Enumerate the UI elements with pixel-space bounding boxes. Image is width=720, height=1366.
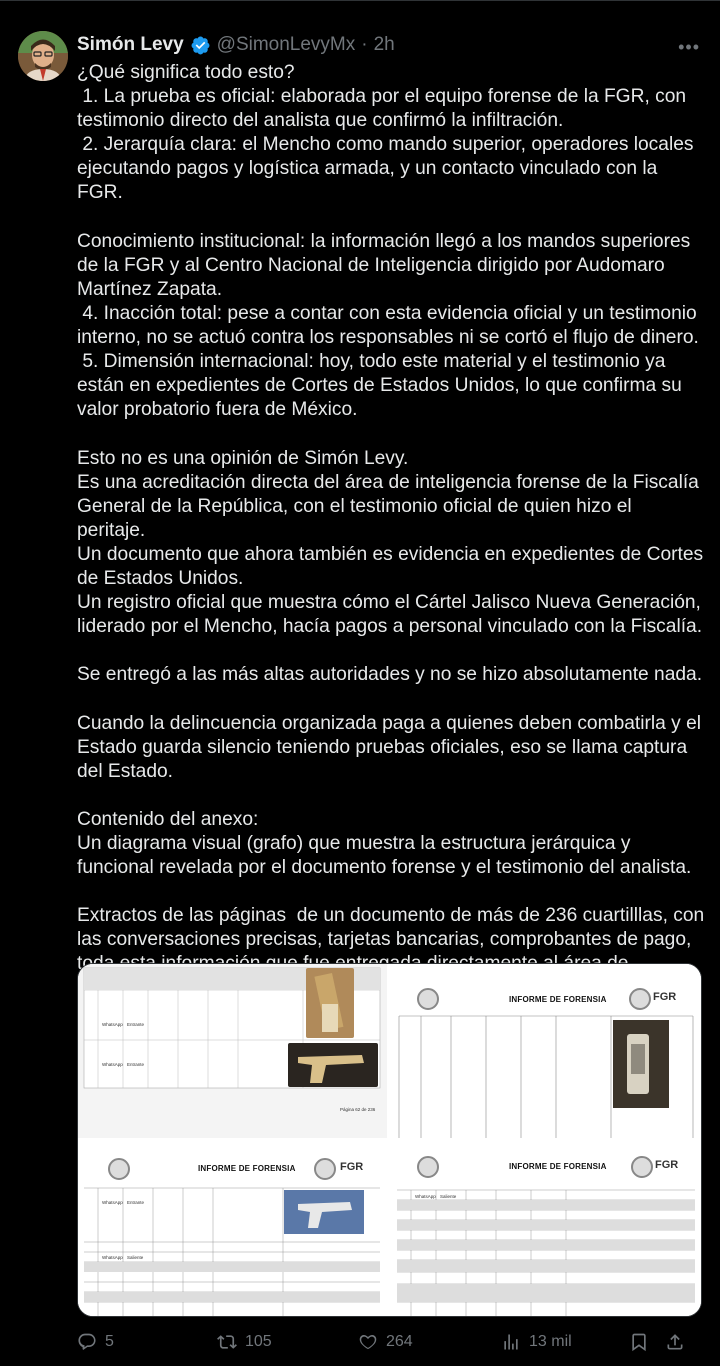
row-app-label: WhatsApp	[102, 1022, 123, 1027]
views-button[interactable]	[501, 1332, 629, 1352]
separator-dot: ·	[361, 34, 368, 55]
seal-icon	[417, 988, 439, 1010]
row-direction-label: Saliente	[127, 1255, 144, 1260]
verified-badge-icon[interactable]	[190, 35, 211, 56]
action-bar	[77, 1327, 705, 1357]
document-title: INFORME DE FORENSIA	[509, 1162, 607, 1171]
agency-label: FGR	[655, 1159, 679, 1171]
reply-button[interactable]	[77, 1332, 217, 1352]
bookmark-button[interactable]	[629, 1332, 665, 1352]
row-app-label: WhatsApp	[102, 1255, 123, 1260]
media-image-3[interactable]	[78, 1142, 387, 1316]
heart-icon	[358, 1332, 378, 1352]
row-direction-label: Entrante	[127, 1062, 145, 1067]
timestamp[interactable]: 2h	[373, 34, 395, 55]
media-image-1[interactable]	[78, 964, 387, 1138]
gun-photo-1	[306, 968, 354, 1038]
media-image-2[interactable]	[391, 964, 701, 1138]
avatar[interactable]	[18, 31, 68, 81]
document-title: INFORME DE FORENSIA	[509, 995, 607, 1004]
row-direction-label: Entrante	[127, 1022, 145, 1027]
media-grid[interactable]	[77, 963, 702, 1317]
document-title: INFORME DE FORENSIA	[198, 1164, 296, 1173]
tweet-text: ¿Qué significa todo esto? 1. La prueba es oficial: elaborada por el equipo forense de la FGR, con testimonio directo del analista que confirmó la infiltración. 2. Jerarquía clara: el Mencho como mando superior, operadores locales ejecutando pagos y logística armada, y un contacto vinculado con la FGR. Conocimiento institucional: la información llegó a los mandos superiores de la FGR y al Centro Nacional de Inteligencia dirigido por Audomaro Martínez Zapata. 4. Inacción total: pese a contar con esta evidencia oficial y un testimonio interno, no se actuó contra los responsables ni se cortó el flujo de dinero. 5. Dimensión internacional: hoy, todo este material y el testimonio ya están en expedientes de Cortes de Estados Unidos, lo que confirma su valor probatorio fuera de México. Esto no es una opinión de Simón Levy. Es una acreditación directa del área de inteligencia forense de la Fiscalía General de la República, con el testimonio oficial de quien hizo el peritaje. Un documento que ahora también es evidencia en expedientes de Cortes de Estados Unidos. Un registro oficial que muestra cómo el Cártel Jalisco Nueva Generación, liderado por el Mencho, hacía pagos a personal vinculado con la Fiscalía. Se entregó a las más altas autoridades y no se hizo absolutamente nada. Cuando la delincuencia organizada paga a quienes deben combatirla y el Estado guarda silencio teniendo pruebas oficiales, eso se llama captura del Estado. Contenido del anexo: Un diagrama visual (grafo) que muestra la estructura jerárquica y funcional revelada por el documento forense y el testimonio del analista. Extractos de las páginas de un documento de más de 236 cuartilllas, con las conversaciones precisas, tarjetas bancarias, comprobantes de pago,	[77, 62, 705, 951]
page-number-label: Página 62 de 236	[340, 1107, 376, 1112]
seal-icon	[629, 988, 651, 1010]
repost-count: 105	[245, 1333, 272, 1350]
author-name[interactable]: Simón Levy	[77, 34, 184, 55]
seal-icon	[108, 1158, 130, 1180]
avatar-image	[18, 31, 68, 81]
tweet-header	[77, 33, 395, 57]
author-handle[interactable]: @SimonLevyMx	[216, 34, 356, 55]
row-app-label: WhatsApp	[102, 1062, 123, 1067]
share-button[interactable]	[665, 1332, 695, 1352]
seal-icon	[631, 1156, 653, 1178]
repost-button[interactable]	[217, 1332, 358, 1352]
media-image-4[interactable]	[391, 1142, 701, 1316]
bookmark-icon	[629, 1332, 649, 1352]
seal-icon	[314, 1158, 336, 1180]
views-chart-icon	[501, 1332, 521, 1352]
reply-count: 5	[105, 1333, 114, 1350]
views-count: 13 mil	[529, 1333, 572, 1350]
reply-icon	[77, 1332, 97, 1352]
seal-icon	[417, 1156, 439, 1178]
more-options-icon[interactable]: •••	[678, 37, 700, 57]
like-count: 264	[386, 1333, 413, 1350]
repost-icon	[217, 1332, 237, 1352]
row-app-label: WhatsApp	[415, 1194, 436, 1199]
row-direction-label: Saliente	[440, 1194, 457, 1199]
row-app-label: WhatsApp	[102, 1200, 123, 1205]
share-icon	[665, 1332, 685, 1352]
agency-label: FGR	[340, 1161, 364, 1173]
like-button[interactable]	[358, 1332, 501, 1352]
row-direction-label: Entrante	[127, 1200, 145, 1205]
agency-label: FGR	[653, 991, 677, 1003]
gun-photo-2	[288, 1043, 378, 1087]
